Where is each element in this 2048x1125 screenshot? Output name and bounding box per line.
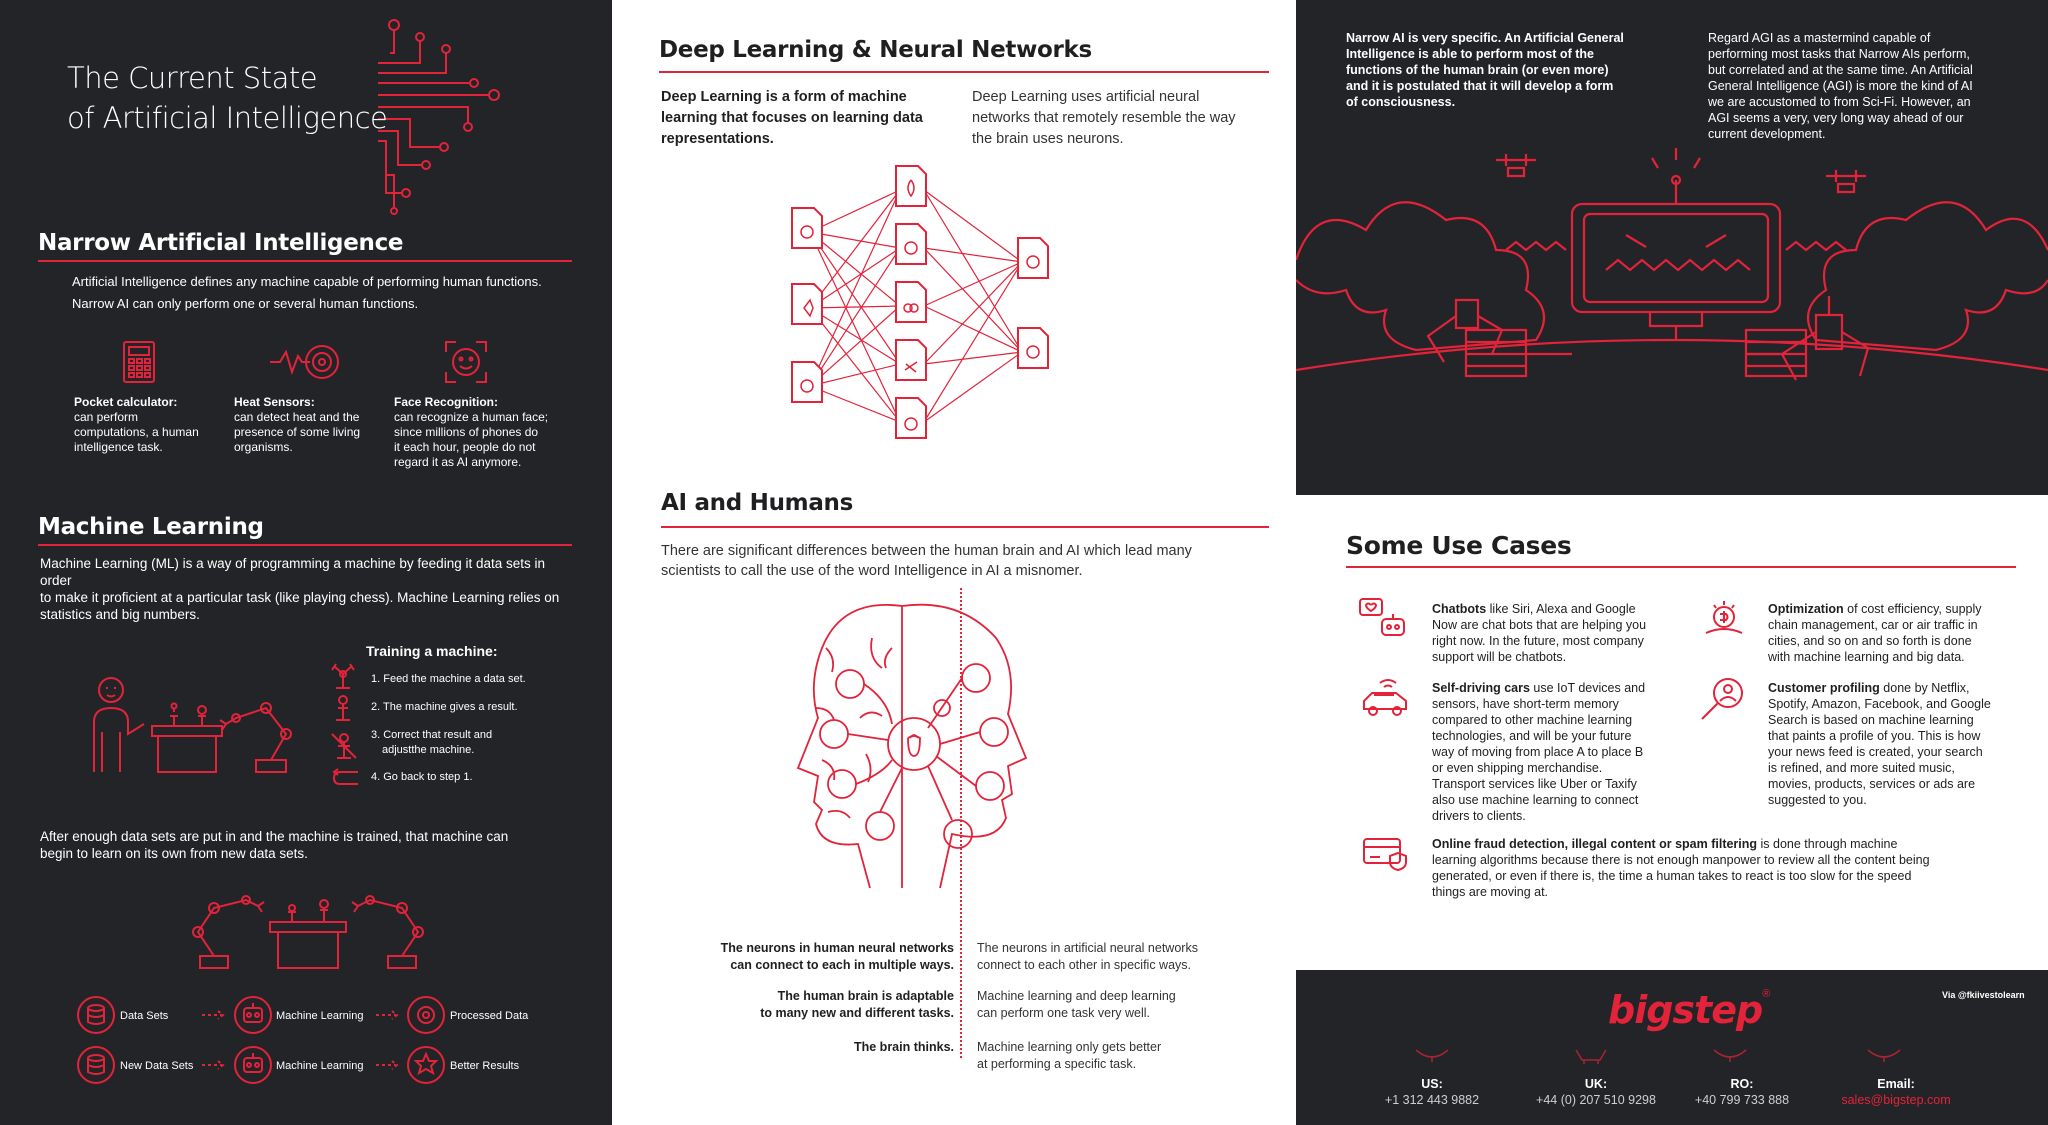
chatbots-text: right now. In the future, most company bbox=[1432, 634, 1644, 648]
face-recognition-line: can recognize a human face; bbox=[394, 410, 549, 424]
dl-bold-text: representations. bbox=[661, 131, 774, 147]
use-cases-panel bbox=[1296, 495, 2048, 970]
heat-sensor-line: can detect heat and the bbox=[234, 410, 360, 424]
calculator-line: can perform bbox=[74, 410, 139, 424]
chatbots-text: like Siri, Alexa and Google bbox=[1486, 602, 1636, 616]
compare-human-1: The neurons in human neural networks bbox=[720, 941, 954, 955]
ah-text: There are significant differences between the human brain and AI which lead many bbox=[661, 543, 1192, 559]
left-panel bbox=[0, 0, 612, 1125]
human-vs-ai-illustration bbox=[782, 588, 1082, 898]
main-title-line2: of Artificial Intelligence bbox=[67, 101, 388, 135]
middle-panel bbox=[612, 0, 1296, 1125]
agi-bold-text: of consciousness. bbox=[1346, 95, 1456, 109]
fraud-text: generated, or even if there is, the time a human takes to react is too slow for the speed bbox=[1432, 869, 1912, 883]
chatbots-text: support will be chatbots. bbox=[1432, 650, 1567, 664]
selfdriving-text: or even shipping merchandise. bbox=[1432, 761, 1603, 775]
agi-text: AGI seems a very, very long way ahead of our bbox=[1708, 111, 1964, 125]
chatbots-text: Now are chat bots that are helping you bbox=[1432, 618, 1647, 632]
training-step-3: 3. Correct that result and bbox=[371, 729, 493, 741]
flow-machine-learning: Machine Learning bbox=[276, 1010, 364, 1022]
flow-data-sets: Data Sets bbox=[120, 1010, 169, 1022]
agi-bold-text: functions of the human brain (or even more) bbox=[1346, 63, 1609, 77]
training-step-2: 2. The machine gives a result. bbox=[371, 701, 518, 713]
agi-text: but correlated and at the same time. An Artificial bbox=[1708, 63, 1973, 77]
fraud-card-icon bbox=[1362, 835, 1410, 871]
registered-mark: ® bbox=[1762, 988, 1771, 1000]
face-recognition-line: it each hour, people do not bbox=[394, 440, 536, 454]
agi-bold-text: Narrow AI is very specific. An Artificial General bbox=[1346, 31, 1624, 45]
profiling-text: done by Netflix, bbox=[1879, 681, 1970, 695]
narrow-ai-heading: Narrow Artificial Intelligence bbox=[38, 230, 404, 256]
calculator-line: intelligence task. bbox=[74, 440, 163, 454]
flow-better-results: Better Results bbox=[450, 1060, 520, 1072]
compare-ai-2: Machine learning and deep learning bbox=[977, 989, 1176, 1003]
contact-email-label: Email: bbox=[1877, 1077, 1915, 1091]
compare-human-1: can connect to each in multiple ways. bbox=[730, 958, 954, 972]
training-step-4: 4. Go back to step 1. bbox=[371, 771, 473, 783]
ah-heading: AI and Humans bbox=[661, 490, 854, 516]
flow-new-data-sets: New Data Sets bbox=[120, 1060, 194, 1072]
robot-arm-icon bbox=[330, 694, 356, 722]
contact-us-label: US: bbox=[1421, 1077, 1443, 1091]
ah-text: scientists to call the use of the word Intelligence in AI a misnomer. bbox=[661, 563, 1083, 579]
agi-text: current development. bbox=[1708, 127, 1826, 141]
training-title: Training a machine: bbox=[366, 643, 498, 659]
ml-text: statistics and big numbers. bbox=[40, 607, 200, 622]
dl-text: the brain uses neurons. bbox=[972, 131, 1124, 147]
contact-icons bbox=[1296, 1046, 2048, 1066]
selfdriving-text: way of moving from place A to place B bbox=[1432, 745, 1644, 759]
selfdriving-text: drivers to clients. bbox=[1432, 809, 1526, 823]
main-title-line1: The Current State bbox=[67, 61, 318, 95]
compare-ai-1: The neurons in artificial neural networks bbox=[977, 941, 1198, 955]
dl-text: Deep Learning uses artificial neural bbox=[972, 89, 1200, 105]
compare-ai-2: can perform one task very well. bbox=[977, 1006, 1150, 1020]
two-robots-illustration bbox=[192, 880, 424, 970]
training-step-3b: adjustthe machine. bbox=[382, 744, 475, 756]
agi-text: Regard AGI as a mastermind capable of bbox=[1708, 31, 1931, 45]
calculator-icon bbox=[122, 340, 156, 384]
use-cases-heading: Some Use Cases bbox=[1346, 531, 1572, 560]
agi-text: General Intelligence (AGI) is more the kind of AI bbox=[1708, 79, 1973, 93]
ml-after-text: begin to learn on its own from new data sets. bbox=[40, 846, 308, 861]
dl-text: networks that remotely resemble the way bbox=[972, 110, 1236, 126]
profiling-text: that paints a profile of you. This is how bbox=[1768, 729, 1981, 743]
training-step-1: 1. Feed the machine a data set. bbox=[371, 673, 526, 685]
narrow-text-2: Narrow AI can only perform one or several human functions. bbox=[72, 296, 419, 311]
selfdriving-text: Transport services like Uber or Taxify bbox=[1432, 777, 1637, 791]
selfdriving-text: use IoT devices and bbox=[1529, 681, 1646, 695]
selfdriving-text: sensors, have short-term memory bbox=[1432, 697, 1619, 711]
ml-after-text: After enough data sets are put in and the machine is trained, that machine can bbox=[40, 829, 509, 844]
contact-ro-phone[interactable]: +40 799 733 888 bbox=[1694, 1093, 1790, 1107]
agi-panel bbox=[1296, 0, 2048, 495]
calculator-line: computations, a human bbox=[74, 425, 199, 439]
chatbots-title: Chatbots bbox=[1432, 602, 1487, 616]
fraud-title: Online fraud detection, illegal content or spam filtering bbox=[1432, 837, 1758, 851]
return-arrow-icon bbox=[332, 768, 360, 786]
optimization-text: of cost efficiency, supply bbox=[1843, 602, 1982, 616]
optimization-text: with machine learning and big data. bbox=[1768, 650, 1965, 664]
contact-ro-label: RO: bbox=[1730, 1077, 1754, 1091]
dl-heading: Deep Learning & Neural Networks bbox=[659, 37, 1092, 63]
contact-uk-phone[interactable]: +44 (0) 207 510 9298 bbox=[1536, 1093, 1656, 1107]
contact-uk-label: UK: bbox=[1584, 1077, 1608, 1091]
bigstep-logo[interactable]: bigstep bbox=[1608, 988, 1763, 1032]
profiling-text: Search is based on machine learning bbox=[1768, 713, 1974, 727]
dl-bold-text: learning that focuses on learning data bbox=[661, 110, 923, 126]
face-recognition-icon bbox=[444, 340, 488, 384]
optimization-text: cities, and so on and so forth is done bbox=[1768, 634, 1972, 648]
robot-arm-icon bbox=[326, 662, 360, 690]
flow-processed-data: Processed Data bbox=[450, 1010, 529, 1022]
agi-bold-text: Intelligence is able to perform most of the bbox=[1346, 47, 1594, 61]
teacher-robot-illustration bbox=[86, 672, 301, 774]
flow-machine-learning: Machine Learning bbox=[276, 1060, 364, 1072]
dl-bold-text: Deep Learning is a form of machine bbox=[661, 89, 907, 105]
crossed-robot-icon bbox=[330, 730, 358, 760]
selfdriving-title: Self-driving cars bbox=[1432, 681, 1530, 695]
compare-ai-1: connect to each other in specific ways. bbox=[977, 958, 1192, 972]
self-driving-car-icon bbox=[1358, 675, 1412, 721]
neural-network-diagram bbox=[772, 160, 1082, 460]
via-credit: Via @fkiivestolearn bbox=[1942, 990, 2025, 1000]
agi-text: performing most tasks that Narrow AIs perform, bbox=[1708, 47, 1970, 61]
optimization-title: Optimization bbox=[1768, 602, 1844, 616]
heat-sensor-icon bbox=[270, 340, 344, 384]
selfdriving-text: technologies, and will be your future bbox=[1432, 729, 1632, 743]
heat-sensor-line: presence of some living bbox=[234, 425, 361, 439]
compare-human-2: The human brain is adaptable bbox=[777, 989, 954, 1003]
agi-robot-illustration bbox=[1296, 140, 2048, 490]
face-recognition-line: regard it as AI anymore. bbox=[394, 455, 522, 469]
ml-heading: Machine Learning bbox=[38, 514, 264, 540]
compare-ai-3: at performing a specific task. bbox=[977, 1057, 1137, 1071]
profiling-text: your news feed is created, your search bbox=[1768, 745, 1983, 759]
profiling-text: suggested to you. bbox=[1768, 793, 1867, 807]
narrow-text-1: Artificial Intelligence defines any machine capable of performing human functions. bbox=[72, 274, 542, 289]
footer-panel bbox=[1296, 970, 2048, 1125]
fraud-text: is done through machine bbox=[1757, 837, 1898, 851]
heat-sensor-line: organisms. bbox=[234, 440, 293, 454]
selfdriving-text: also use machine learning to connect bbox=[1432, 793, 1639, 807]
profiling-text: Spotify, Amazon, Facebook, and Google bbox=[1768, 697, 1991, 711]
contact-us-phone[interactable]: +1 312 443 9882 bbox=[1384, 1093, 1480, 1107]
ml-text: Machine Learning (ML) is a way of programming a machine by feeding it data sets in order bbox=[40, 556, 546, 588]
face-recognition-title: Face Recognition: bbox=[394, 395, 499, 409]
compare-human-2: to many new and different tasks. bbox=[760, 1006, 954, 1020]
profiling-title: Customer profiling bbox=[1768, 681, 1880, 695]
profiling-text: movies, products, services or ads are bbox=[1768, 777, 1976, 791]
chatbot-icon bbox=[1358, 597, 1410, 639]
face-recognition-line: since millions of phones do bbox=[394, 425, 539, 439]
fraud-text: learning algorithms because there is not enough manpower to review all the content being bbox=[1432, 853, 1930, 867]
agi-text: we are accustomed to from Sci-Fi. However, an bbox=[1708, 95, 1971, 109]
calculator-title: Pocket calculator: bbox=[74, 395, 178, 409]
customer-profiling-icon bbox=[1696, 675, 1748, 725]
fraud-text: things are moving at. bbox=[1432, 885, 1549, 899]
optimization-text: chain management, car or air traffic in bbox=[1768, 618, 1978, 632]
optimization-icon bbox=[1700, 597, 1748, 639]
compare-ai-3: Machine learning only gets better bbox=[977, 1040, 1162, 1054]
compare-human-3: The brain thinks. bbox=[853, 1040, 954, 1054]
selfdriving-text: compared to other machine learning bbox=[1432, 713, 1633, 727]
contact-email[interactable]: sales@bigstep.com bbox=[1841, 1093, 1951, 1107]
heat-sensor-title: Heat Sensors: bbox=[234, 395, 315, 409]
agi-bold-text: and it is postulated that it will develop a form bbox=[1346, 79, 1614, 93]
ml-text: to make it proficient at a particular task (like playing chess). Machine Learning relies on bbox=[40, 590, 560, 605]
profiling-text: is refined, and more suited music, bbox=[1768, 761, 1955, 775]
